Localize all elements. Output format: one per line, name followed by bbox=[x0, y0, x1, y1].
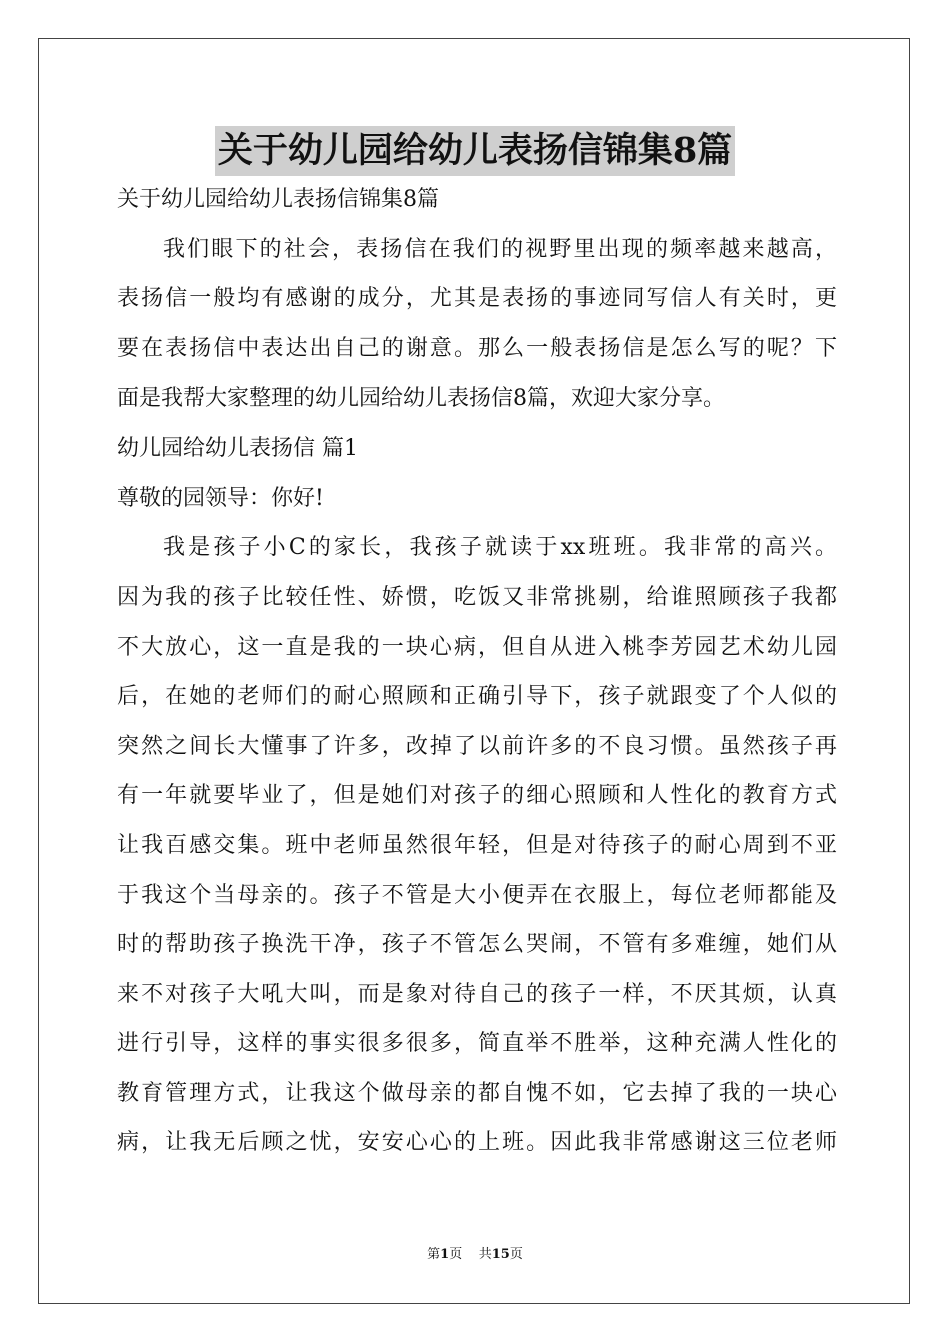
body-line: 让我百感交集。班中老师虽然很年轻，但是对待孩子的耐心周到不亚 bbox=[117, 833, 837, 858]
greeting: 尊敬的园领导：你好! bbox=[117, 486, 324, 511]
intro-line: 表扬信一般均有感谢的成分，尤其是表扬的事迹同写信人有关时，更 bbox=[117, 286, 837, 311]
page-footer bbox=[0, 1246, 950, 1264]
section-heading: 幼儿园给幼儿表扬信 篇1 bbox=[117, 436, 358, 461]
page-number: 1 bbox=[440, 1247, 450, 1262]
body-line: 时的帮助孩子换洗干净，孩子不管怎么哭闹，不管有多难缠，她们从 bbox=[117, 932, 837, 957]
intro-line: 要在表扬信中表达出自己的谢意。那么一般表扬信是怎么写的呢？下 bbox=[117, 336, 837, 361]
body-line: 因为我的孩子比较任性、娇惯，吃饭又非常挑剔，给谁照顾孩子我都 bbox=[117, 585, 837, 610]
total-pages-prefix: 共 bbox=[478, 1247, 492, 1262]
body-line: 进行引导，这样的事实很多很多，简直举不胜举，这种充满人性化的 bbox=[117, 1031, 837, 1056]
document-title: 关于幼儿园给幼儿表扬信锦集8篇 bbox=[215, 126, 735, 176]
body-line: 后，在她的老师们的耐心照顾和正确引导下，孩子就跟变了个人似的 bbox=[117, 684, 837, 709]
body-line: 病，让我无后顾之忧，安安心心的上班。因此我非常感谢这三位老师 bbox=[117, 1130, 837, 1155]
subtitle: 关于幼儿园给幼儿表扬信锦集8篇 bbox=[117, 187, 439, 212]
body-line: 教育管理方式，让我这个做母亲的都自愧不如，它去掉了我的一块心 bbox=[117, 1081, 837, 1106]
body-line: 突然之间长大懂事了许多，改掉了以前许多的不良习惯。虽然孩子再 bbox=[117, 734, 837, 759]
page-border bbox=[38, 38, 910, 1304]
body-line: 我是孩子小C的家长，我孩子就读于xx班班。我非常的高兴。 bbox=[163, 535, 837, 560]
intro-line: 我们眼下的社会，表扬信在我们的视野里出现的频率越来越高， bbox=[163, 237, 837, 262]
body-line: 于我这个当母亲的。孩子不管是大小便弄在衣服上，每位老师都能及 bbox=[117, 883, 837, 908]
total-pages-suffix: 页 bbox=[509, 1247, 523, 1262]
page-number-prefix: 第 bbox=[427, 1247, 441, 1262]
body-line: 不大放心，这一直是我的一块心病，但自从进入桃李芳园艺术幼儿园 bbox=[117, 635, 837, 660]
title-container bbox=[0, 126, 950, 176]
page-number-suffix: 页 bbox=[449, 1247, 463, 1262]
intro-line: 面是我帮大家整理的幼儿园给幼儿表扬信8篇，欢迎大家分享。 bbox=[117, 386, 725, 411]
body-line: 有一年就要毕业了，但是她们对孩子的细心照顾和人性化的教育方式 bbox=[117, 783, 837, 808]
total-pages: 15 bbox=[491, 1247, 510, 1262]
body-line: 来不对孩子大吼大叫，而是象对待自己的孩子一样，不厌其烦，认真 bbox=[117, 982, 837, 1007]
